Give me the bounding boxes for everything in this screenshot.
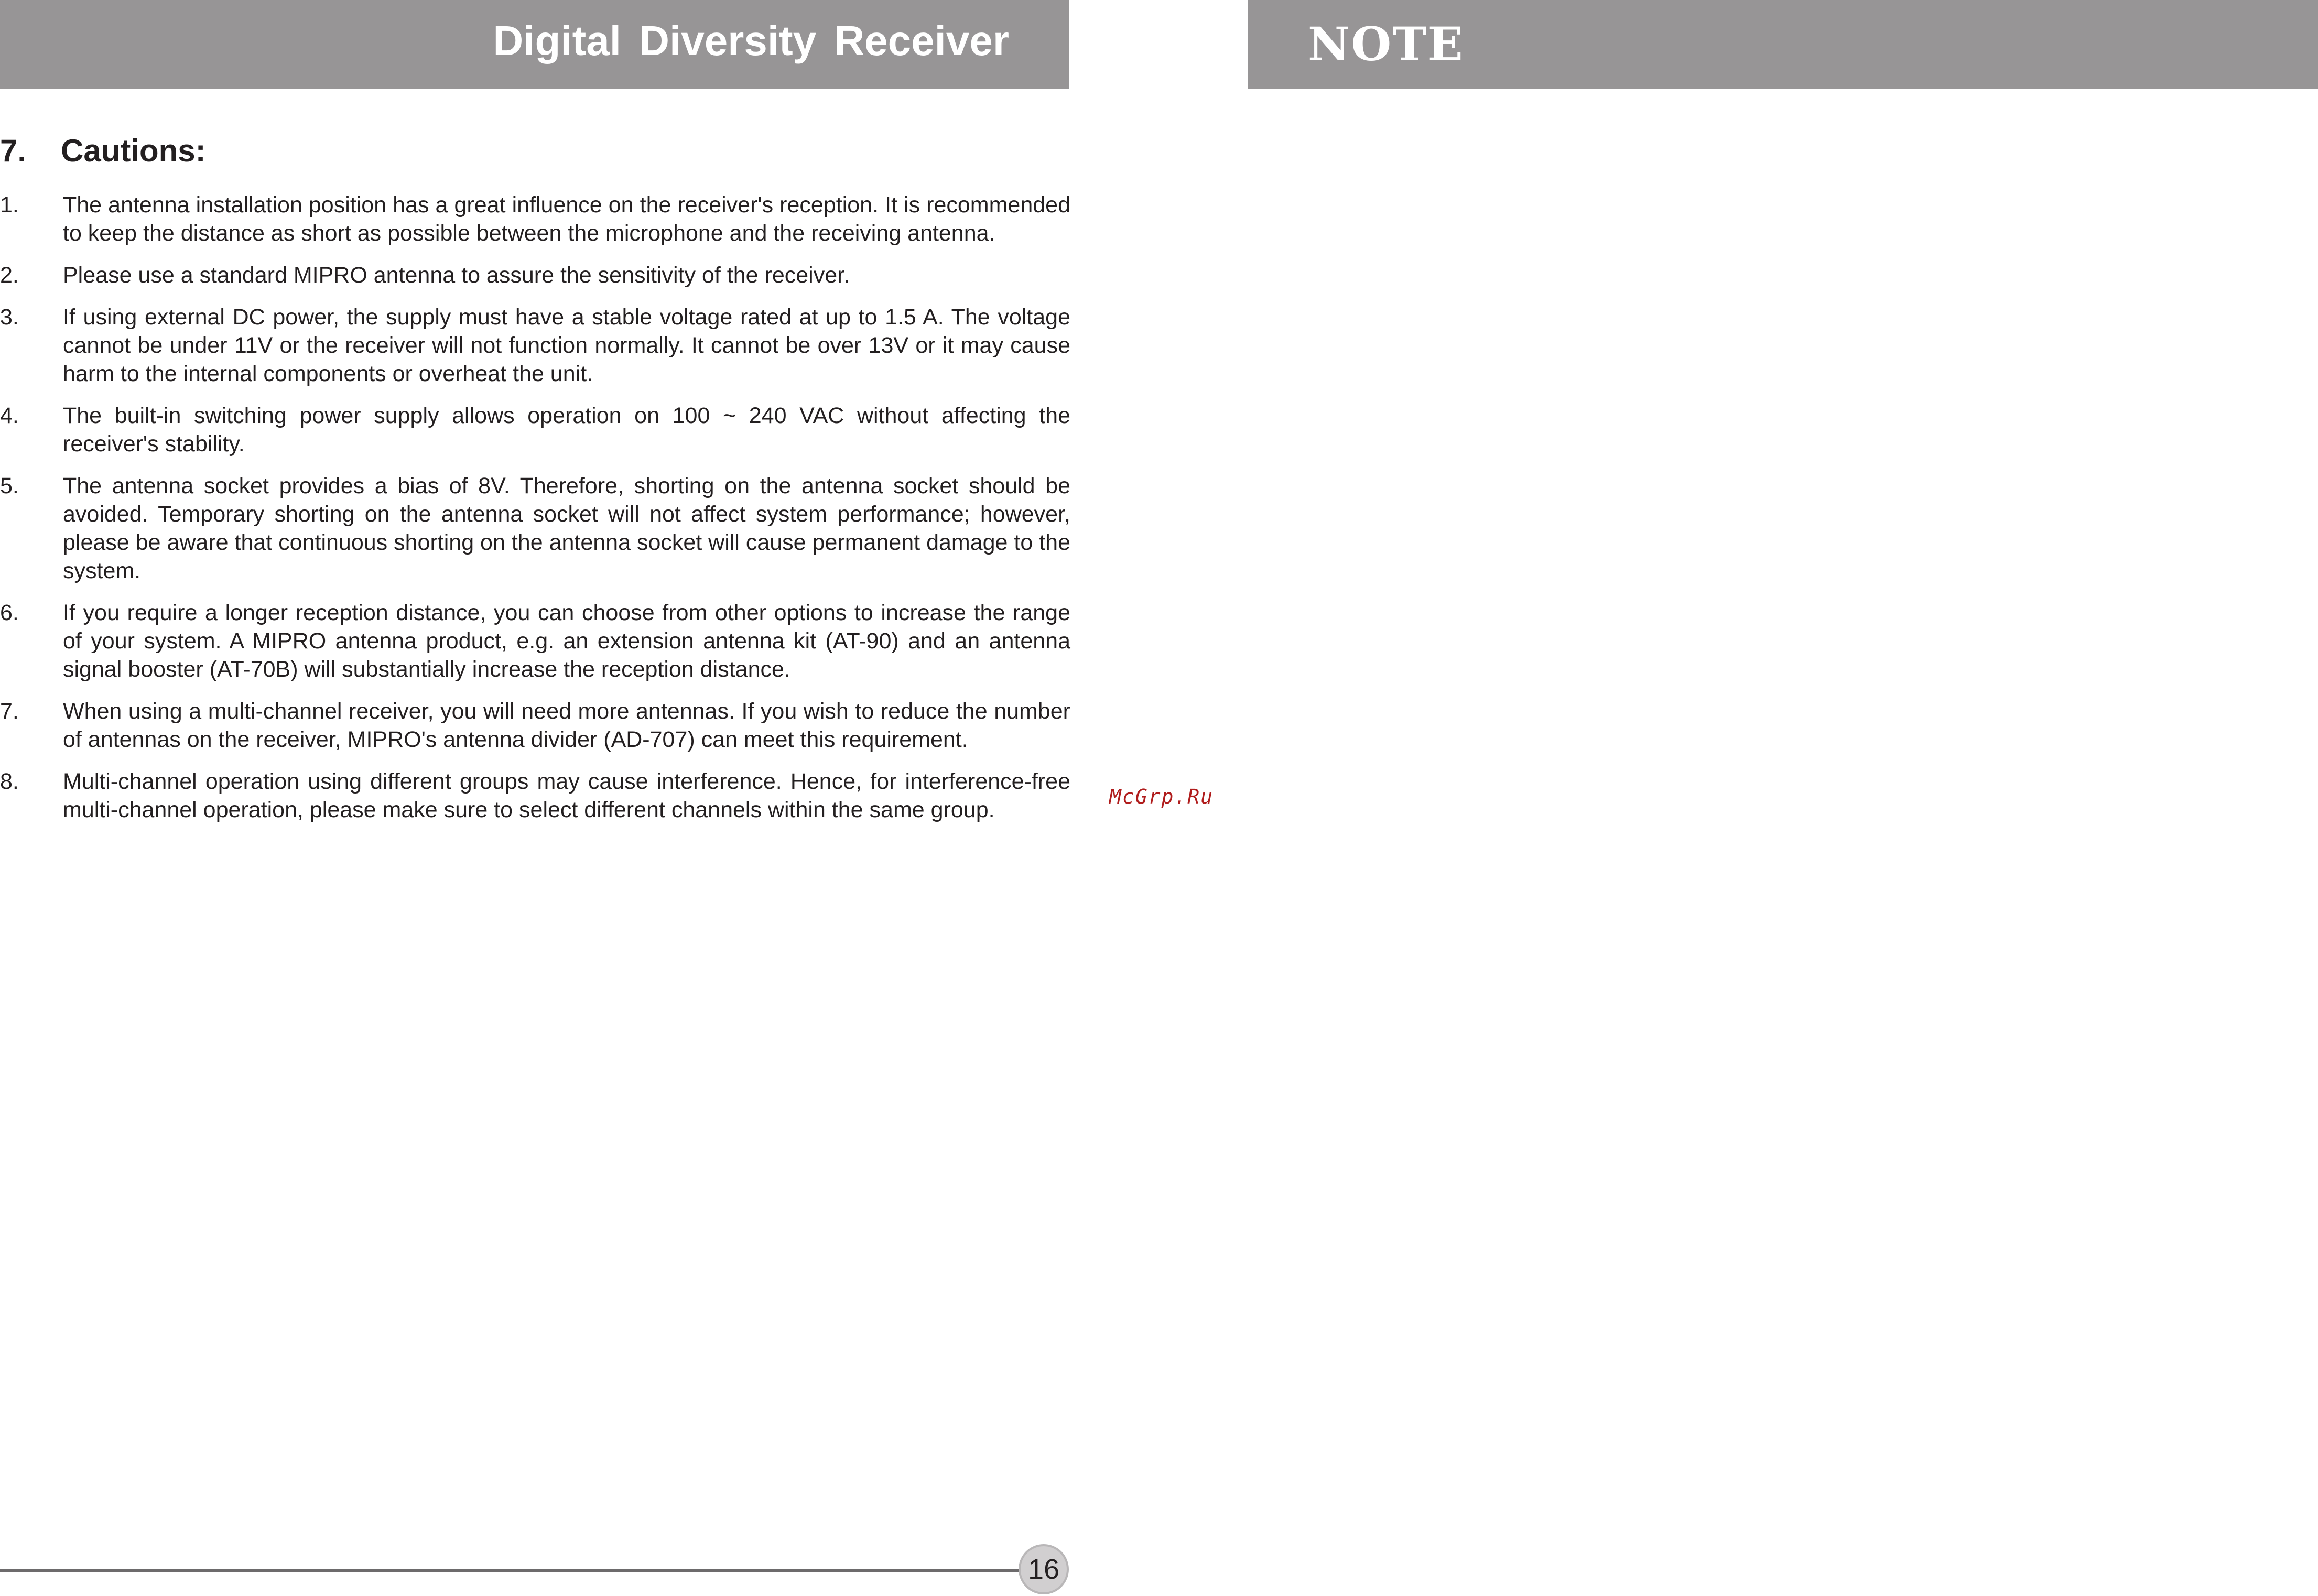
caution-text: Please use a standard MIPRO antenna to assure the sensitivity of the receiver. [63,263,850,288]
caution-item [0,599,1070,683]
caution-text: The antenna socket provides a bias of 8V. Therefore, shorting on the antenna socket should be avoided. Temporary shorting on the antenna socket will not affect system performance; however, please be aware that continuous shorting on the antenna socket will cause permanent damage to the system. [63,473,1070,583]
caution-text: If you require a longer reception distance, you can choose from other options to increase the range of your system. A MIPRO antenna product, e.g. an extension antenna kit (AT-90) and an antenna signal booster (AT-70B) will substantially increase the reception distance. [63,600,1070,682]
caution-number: 3. [0,305,19,330]
page-number-badge: 16 [1019,1544,1069,1594]
section-number: 7. [0,133,27,168]
caution-number: 4. [0,403,19,428]
caution-number: 5. [0,473,19,498]
caution-item [0,303,1070,388]
caution-number: 8. [0,769,19,794]
footer-rule [0,1569,1025,1572]
caution-text: The antenna installation position has a great influence on the receiver's reception. It is recommended to keep the distance as short as possible between the microphone and the receiving antenna. [63,192,1070,246]
caution-text: If using external DC power, the supply must have a stable voltage rated at up to 1.5 A. The voltage cannot be under 11V or the receiver will not function normally. It cannot be over 13V or it may cause harm to the internal components or overheat the unit. [63,305,1070,386]
caution-number: 7. [0,699,19,724]
caution-item [0,472,1070,585]
document-title: Digital Diversity Receiver [493,17,1009,64]
section-heading [0,131,206,171]
caution-item [0,697,1070,754]
caution-item [0,191,1070,247]
caution-text: The built-in switching power supply allows operation on 100 ~ 240 VAC without affecting the receiver's stability. [63,403,1070,457]
left-page [0,0,1069,1596]
caution-item [0,261,1070,289]
watermark: McGrp.Ru [1109,785,1214,808]
caution-number: 1. [0,192,19,218]
caution-text: When using a multi-channel receiver, you will need more antennas. If you wish to reduce the number of antennas on the receiver, MIPRO's antenna divider (AD-707) can meet this requirement. [63,699,1070,752]
section-title: Cautions: [61,133,206,168]
caution-text: Multi-channel operation using different groups may cause interference. Hence, for interference-free multi-channel operation, please make sure to select different channels within the same group. [63,769,1070,822]
right-header-bar [1248,0,2318,89]
caution-item [0,401,1070,458]
note-title: NOTE [1308,17,1464,71]
caution-number: 6. [0,600,19,625]
cautions-list [0,191,1070,838]
caution-number: 2. [0,263,19,288]
left-header-bar [0,0,1069,89]
caution-item [0,767,1070,824]
